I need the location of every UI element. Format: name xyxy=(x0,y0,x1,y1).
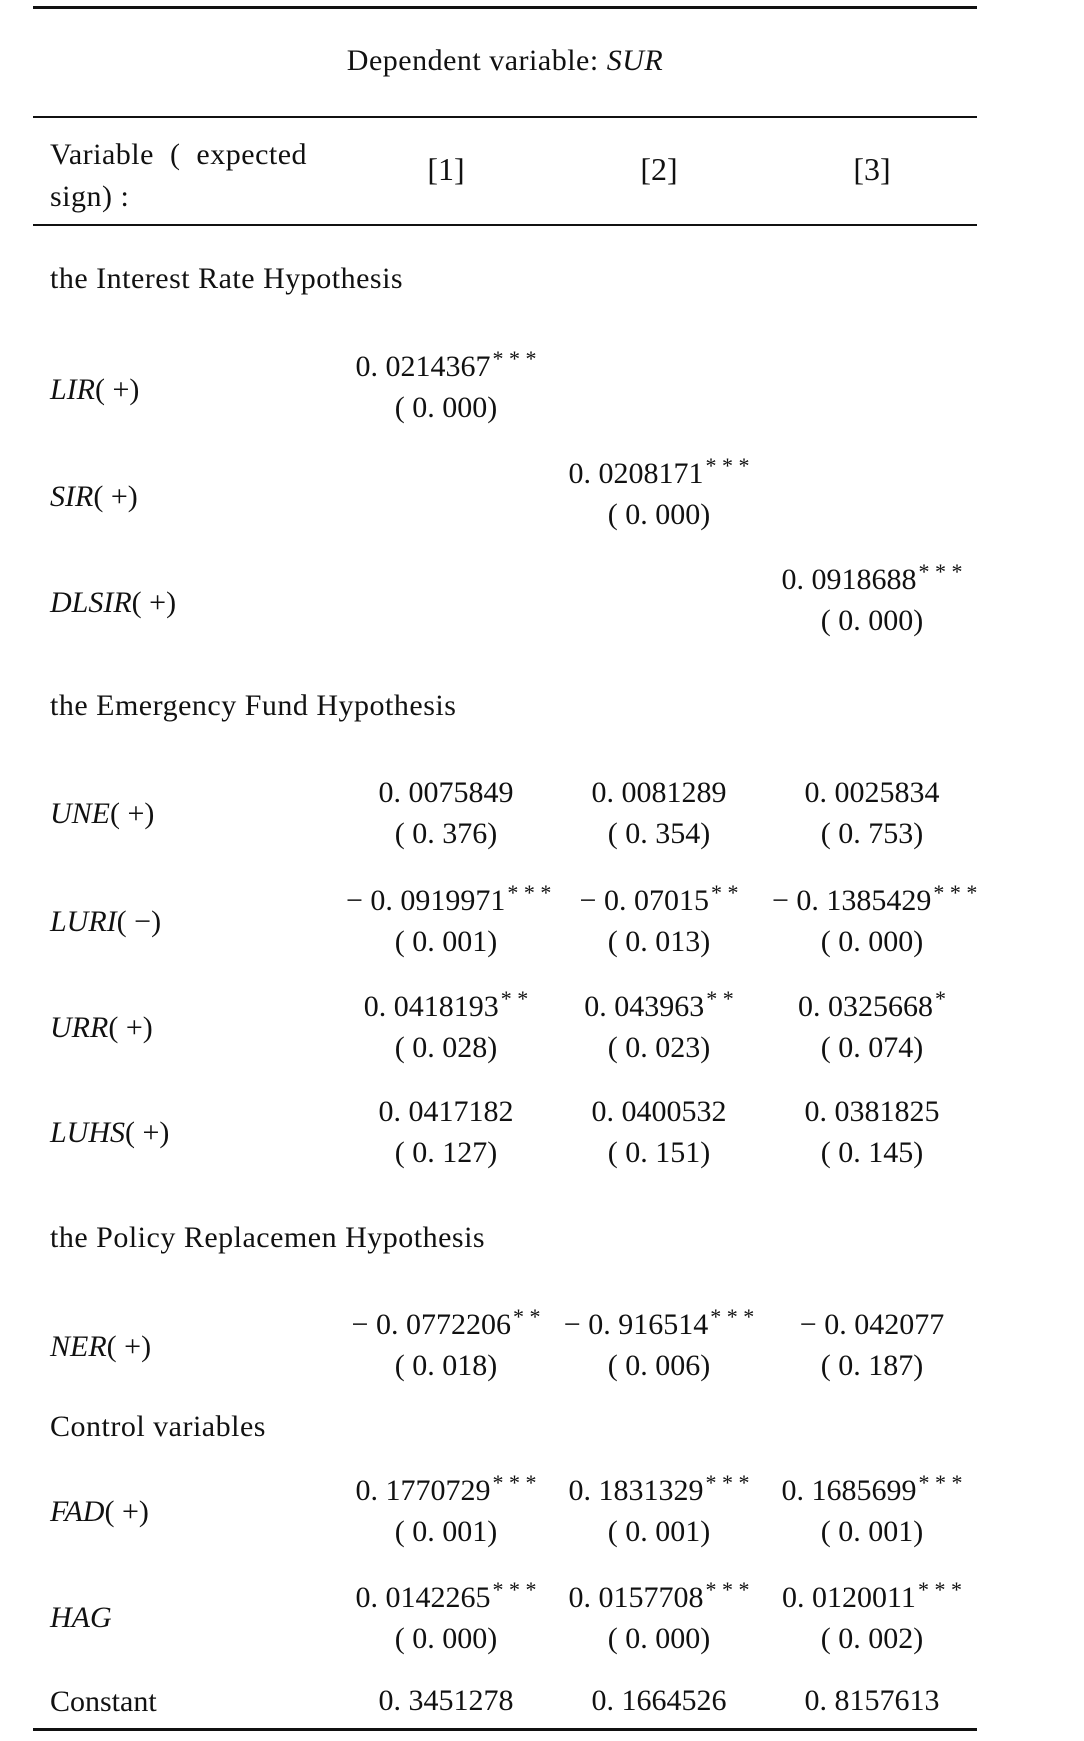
variable-header-line1: Variable ( expected xyxy=(50,138,308,171)
p-value: ( 0. 753) xyxy=(820,817,924,850)
cell-fad-col1 xyxy=(346,1470,546,1552)
cell-urr-col2 xyxy=(559,986,759,1068)
cell-luhs-col2 xyxy=(559,1091,759,1173)
significance-stars: * * * xyxy=(705,1577,750,1603)
expected-sign: ( +) xyxy=(104,1495,149,1528)
coefficient: 0. 0025834 xyxy=(804,776,940,809)
cell-fad-col2 xyxy=(559,1470,759,1552)
row-label-dlsir xyxy=(50,586,176,620)
cell-constant-col2 xyxy=(559,1680,759,1721)
variable-name: LIR xyxy=(50,373,95,406)
cell-lir-col1 xyxy=(346,346,546,428)
coefficient-line xyxy=(772,1577,972,1618)
expected-sign: ( +) xyxy=(93,480,138,513)
p-value: ( 0. 000) xyxy=(394,391,498,424)
p-value: ( 0. 145) xyxy=(820,1136,924,1169)
section-policy-replacement: the Policy Replacemen Hypothesis xyxy=(50,1221,486,1254)
coefficient: 0. 043963 xyxy=(584,990,705,1023)
coefficient: 0. 0081289 xyxy=(591,776,727,809)
coefficient: 0. 0120011 xyxy=(782,1581,916,1614)
p-value: ( 0. 001) xyxy=(394,925,498,958)
cell-ner-col1 xyxy=(346,1304,546,1386)
p-value: ( 0. 018) xyxy=(394,1349,498,1382)
p-value: ( 0. 151) xyxy=(607,1136,711,1169)
row-label-luhs xyxy=(50,1116,169,1150)
p-value: ( 0. 187) xyxy=(820,1349,924,1382)
variable-name: UNE xyxy=(50,797,110,830)
cell-luhs-col1 xyxy=(346,1091,546,1173)
cell-constant-col1 xyxy=(346,1680,546,1721)
cell-constant-col3 xyxy=(772,1680,972,1721)
variable-name: LURI xyxy=(50,905,117,938)
coefficient: 0. 1770729 xyxy=(355,1474,491,1507)
coefficient: 0. 0400532 xyxy=(591,1095,727,1128)
cell-dlsir-col3 xyxy=(772,559,972,641)
cell-une-col2 xyxy=(559,772,759,854)
expected-sign: ( +) xyxy=(125,1116,170,1149)
expected-sign: ( +) xyxy=(106,1330,152,1363)
variable-name: URR xyxy=(50,1011,109,1044)
coefficient-line xyxy=(559,1470,759,1511)
coefficient: − 0. 07015 xyxy=(579,884,709,917)
variable-name: SIR xyxy=(50,480,94,513)
p-value: ( 0. 354) xyxy=(607,817,711,850)
table-top-rule xyxy=(33,6,977,9)
section-interest-rate: the Interest Rate Hypothesis xyxy=(50,262,404,295)
coefficient-line xyxy=(559,986,759,1027)
cell-sir-col2 xyxy=(559,453,759,535)
coefficient-line xyxy=(346,986,546,1027)
coefficient: − 0. 0919971 xyxy=(346,884,506,917)
column-header-2: [2] xyxy=(640,151,678,187)
section-emergency-fund: the Emergency Fund Hypothesis xyxy=(50,689,457,722)
cell-urr-col1 xyxy=(346,986,546,1068)
p-value: ( 0. 074) xyxy=(820,1031,924,1064)
coefficient: 0. 3451278 xyxy=(378,1684,514,1717)
coefficient: − 0. 1385429 xyxy=(772,884,932,917)
p-value: ( 0. 376) xyxy=(394,817,498,850)
variable-header-line2: sign) : xyxy=(50,180,130,213)
coefficient-line xyxy=(772,1680,972,1721)
p-value: ( 0. 023) xyxy=(607,1031,711,1064)
column-header-1: [1] xyxy=(427,151,465,187)
expected-sign: ( +) xyxy=(131,586,177,619)
p-value: ( 0. 000) xyxy=(394,1622,498,1655)
variable-name: HAG xyxy=(50,1601,112,1634)
p-value: ( 0. 001) xyxy=(820,1515,924,1548)
coefficient-line xyxy=(772,559,972,600)
coefficient: − 0. 042077 xyxy=(799,1308,945,1341)
p-value: ( 0. 001) xyxy=(607,1515,711,1548)
p-value: ( 0. 006) xyxy=(607,1349,711,1382)
coefficient: 0. 0381825 xyxy=(804,1095,940,1128)
dependent-variable-label: Dependent variable: xyxy=(346,44,599,77)
header-bottom-rule xyxy=(33,224,977,226)
coefficient: 0. 1664526 xyxy=(591,1684,727,1717)
p-value: ( 0. 000) xyxy=(820,604,924,637)
cell-luri-col3 xyxy=(772,880,978,962)
row-label-urr xyxy=(50,1011,153,1045)
variable-column-header xyxy=(50,134,350,218)
expected-sign: ( +) xyxy=(108,1011,153,1044)
variable-name: Constant xyxy=(50,1685,157,1718)
coefficient-line xyxy=(772,986,972,1027)
significance-stars: * * * xyxy=(492,346,537,372)
cell-urr-col3 xyxy=(772,986,972,1068)
coefficient: 0. 0918688 xyxy=(781,563,917,596)
coefficient-line xyxy=(346,1304,546,1345)
coefficient-line xyxy=(772,1091,972,1132)
significance-stars: * * xyxy=(512,1304,541,1330)
coefficient: − 0. 0772206 xyxy=(351,1308,511,1341)
coefficient-line xyxy=(346,1470,546,1511)
p-value: ( 0. 000) xyxy=(820,925,924,958)
significance-stars: * * * xyxy=(918,559,963,585)
coefficient-line xyxy=(772,1304,972,1345)
dependent-variable-caption xyxy=(33,44,977,78)
p-value: ( 0. 127) xyxy=(394,1136,498,1169)
row-label-fad xyxy=(50,1495,149,1529)
row-label-hag xyxy=(50,1601,112,1635)
cell-ner-col2 xyxy=(559,1304,759,1386)
significance-stars: * * * xyxy=(918,1470,963,1496)
cell-luri-col1 xyxy=(346,880,552,962)
coefficient: 0. 8157613 xyxy=(804,1684,940,1717)
p-value: ( 0. 002) xyxy=(820,1622,924,1655)
coefficient: 0. 0325668 xyxy=(798,990,933,1023)
coefficient: 0. 0142265 xyxy=(355,1581,491,1614)
variable-name: FAD xyxy=(50,1495,105,1528)
coefficient-line xyxy=(559,1577,759,1618)
variable-name: NER xyxy=(50,1330,107,1363)
coefficient-line xyxy=(559,1304,759,1345)
dependent-variable-name: SUR xyxy=(606,44,664,77)
coefficient-line xyxy=(559,772,759,813)
coefficient-line xyxy=(559,880,759,921)
coefficient-line xyxy=(346,1091,546,1132)
variable-name: LUHS xyxy=(50,1116,126,1149)
coefficient: 0. 1685699 xyxy=(781,1474,917,1507)
cell-luhs-col3 xyxy=(772,1091,972,1173)
cell-une-col1 xyxy=(346,772,546,854)
significance-stars: * * * xyxy=(917,1577,962,1603)
p-value: ( 0. 028) xyxy=(394,1031,498,1064)
coefficient-line xyxy=(772,772,972,813)
coefficient: 0. 0214367 xyxy=(355,350,491,383)
coefficient-line xyxy=(559,1091,759,1132)
significance-stars: * * * xyxy=(933,880,978,906)
expected-sign: ( +) xyxy=(95,373,140,406)
significance-stars: * * * xyxy=(492,1470,537,1496)
coefficient-line xyxy=(346,772,546,813)
coefficient-line xyxy=(346,1577,546,1618)
coefficient-line xyxy=(772,880,978,921)
coefficient: − 0. 916514 xyxy=(563,1308,709,1341)
significance-stars: * * * xyxy=(492,1577,537,1603)
table-bottom-rule xyxy=(33,1728,977,1731)
significance-stars: * * * xyxy=(710,1304,755,1330)
coefficient-line xyxy=(346,1680,546,1721)
p-value: ( 0. 001) xyxy=(394,1515,498,1548)
significance-stars: * * xyxy=(710,880,739,906)
row-label-une xyxy=(50,797,154,831)
significance-stars: * * * xyxy=(705,453,750,479)
p-value: ( 0. 000) xyxy=(607,498,711,531)
column-header-3: [3] xyxy=(853,151,891,187)
row-label-ner xyxy=(50,1330,151,1364)
coefficient: 0. 0157708 xyxy=(568,1581,704,1614)
cell-luri-col2 xyxy=(559,880,759,962)
significance-stars: * * * xyxy=(705,1470,750,1496)
significance-stars: * * xyxy=(706,986,734,1012)
row-label-constant xyxy=(50,1685,157,1719)
expected-sign: ( +) xyxy=(110,797,155,830)
coefficient: 0. 0075849 xyxy=(378,776,514,809)
cell-une-col3 xyxy=(772,772,972,854)
section-control-variables: Control variables xyxy=(50,1410,266,1443)
cell-ner-col3 xyxy=(772,1304,972,1386)
cell-hag-col1 xyxy=(346,1577,546,1659)
coefficient-line xyxy=(559,453,759,494)
coefficient-line xyxy=(772,1470,972,1511)
significance-stars: * xyxy=(935,986,946,1012)
coefficient-line xyxy=(346,880,552,921)
cell-hag-col3 xyxy=(772,1577,972,1659)
coefficient-line xyxy=(346,346,546,387)
variable-name: DLSIR xyxy=(50,586,132,619)
coefficient: 0. 0418193 xyxy=(363,990,499,1023)
coefficient: 0. 1831329 xyxy=(568,1474,704,1507)
header-top-rule xyxy=(33,116,977,118)
cell-hag-col2 xyxy=(559,1577,759,1659)
coefficient: 0. 0417182 xyxy=(378,1095,514,1128)
coefficient-line xyxy=(559,1680,759,1721)
row-label-lir xyxy=(50,373,139,407)
p-value: ( 0. 013) xyxy=(607,925,711,958)
row-label-sir xyxy=(50,480,138,514)
coefficient: 0. 0208171 xyxy=(568,457,704,490)
significance-stars: * * xyxy=(500,986,529,1012)
row-label-luri xyxy=(50,905,161,939)
expected-sign: ( −) xyxy=(116,905,162,938)
cell-fad-col3 xyxy=(772,1470,972,1552)
p-value: ( 0. 000) xyxy=(607,1622,711,1655)
significance-stars: * * * xyxy=(507,880,552,906)
